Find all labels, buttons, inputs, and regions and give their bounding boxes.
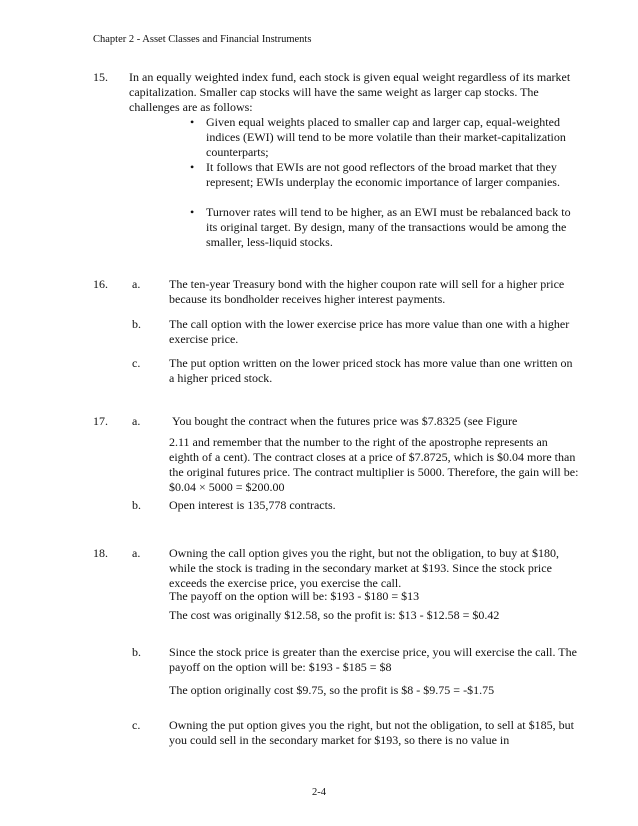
question-18a-profit: The cost was originally $12.58, so the profit is: $13 - $12.58 = $0.42 [169,608,500,622]
page-number: 2-4 [312,787,326,798]
question-16b-text: The call option with the lower exercise price has more value than one with a higher exercise price. [169,317,570,346]
question-18c-label: c. [132,718,141,732]
question-18c-text: Owning the put option gives you the right, but not the obligation, to sell at $185, but you could sell in the secondary market for $193, so there is no value in [169,718,574,747]
question-18a-payoff: The payoff on the option will be: $193 - $180 = $13 [169,589,420,603]
question-16a-label: a. [132,277,141,291]
bullet-icon: • [190,160,195,174]
question-17a-label: a. [132,414,141,428]
question-16a-text: The ten-year Treasury bond with the higher coupon rate will sell for a higher price because its bondholder receives higher interest payments. [169,277,565,306]
question-15-bullet-2: It follows that EWIs are not good reflectors of the broad market that they represent; EWIs underplay the economic importance of larger companies. [206,160,560,189]
question-17a-text: 2.11 and remember that the number to the right of the apostrophe represents an eighth of a cent). The contract closes at a price of $7.8725, which is $0.04 more than the original futures price. The contract multiplier is 5000. Therefore, the gain will be: $0.04 × 5000 = $200.00 [169,435,579,494]
question-15-intro: In an equally weighted index fund, each stock is given equal weight regardless of its market capitalization. Smaller cap stocks will have the same weight as larger cap stocks. The challenges are as follows: [129,70,571,114]
question-18b-label: b. [132,645,141,659]
question-18b-text: Since the stock price is greater than the exercise price, you will exercise the call. The payoff on the option will be: $193 - $185 = $8 [169,645,577,674]
question-18a-label: a. [132,546,141,560]
question-16c-text: The put option written on the lower priced stock has more value than one written on a higher priced stock. [169,356,573,385]
question-15-bullet-3: Turnover rates will tend to be higher, as an EWI must be rebalanced back to its original target. By design, many of the transactions would be among the smaller, less-liquid stocks. [206,205,571,249]
question-18b-profit: The option originally cost $9.75, so the profit is $8 - $9.75 = -$1.75 [169,683,495,697]
question-18-number: 18. [93,546,108,560]
question-17b-label: b. [132,498,141,512]
bullet-icon: • [190,205,195,219]
question-18a-text: Owning the call option gives you the right, but not the obligation, to buy at $180, while the stock is trading in the secondary market at $193. Since the stock price exceeds the exercise price, you exercise the call. [169,546,559,590]
question-15-number: 15. [93,70,108,84]
question-17-number: 17. [93,414,108,428]
question-16b-label: b. [132,317,141,331]
question-17b-text: Open interest is 135,778 contracts. [169,498,336,512]
running-header: Chapter 2 - Asset Classes and Financial Instruments [93,34,312,45]
bullet-icon: • [190,115,195,129]
question-16-number: 16. [93,277,108,291]
question-16c-label: c. [132,356,141,370]
question-17a-line1: You bought the contract when the futures price was $7.8325 (see Figure [172,414,518,428]
question-15-bullet-1: Given equal weights placed to smaller cap and larger cap, equal-weighted indices (EWI) will tend to be more volatile than their market-capitalization counterparts; [206,115,566,159]
